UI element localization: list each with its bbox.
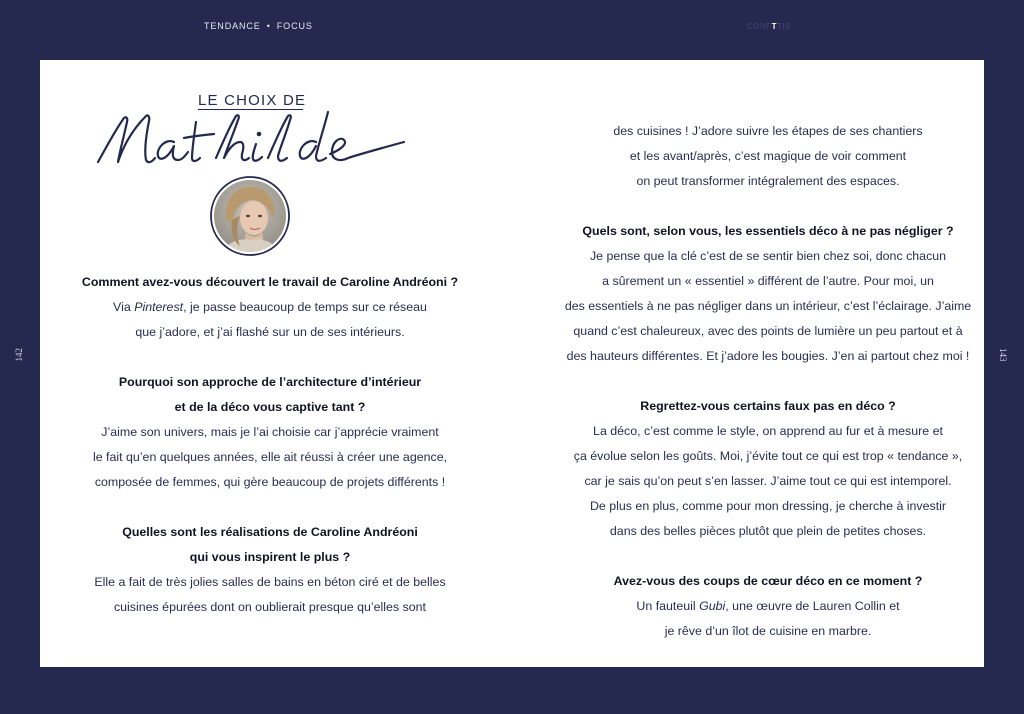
brand-part-2: T xyxy=(771,22,778,31)
interview-question-line: Quelles sont les réalisations de Caroline Andréoni xyxy=(122,525,418,539)
interview-answer-line: je rêve d’un îlot de cuisine en marbre. xyxy=(664,624,872,638)
interview-question-line: et de la déco vous captive tant ? xyxy=(174,400,366,414)
paragraph-gap xyxy=(40,345,500,370)
interview-answer-line xyxy=(512,594,1024,619)
signature-mathilde xyxy=(92,108,412,170)
interview-answer-line: on peut transformer intégralement des espaces. xyxy=(636,174,900,188)
interview-answer-line: le fait qu’en quelques années, elle ait réussi à créer une agence, xyxy=(92,450,448,464)
interview-answer-line: des essentiels à ne pas négliger dans un intérieur, c’est l’éclairage. J’aime xyxy=(564,299,972,313)
interview-column-left xyxy=(40,270,500,620)
bullet-separator: • xyxy=(266,21,271,31)
brand-part-1: CONF xyxy=(747,22,772,31)
answer-text: , je passe beaucoup de temps sur ce réseau xyxy=(183,300,427,314)
paragraph-gap xyxy=(512,194,1024,219)
emphasis-text: Gubi xyxy=(699,599,726,613)
paragraph-gap xyxy=(512,369,1024,394)
interview-answer-line: La déco, c’est comme le style, on apprend au fur et à mesure et xyxy=(593,424,943,438)
answer-text: Via xyxy=(113,300,135,314)
interview-question-line: Pourquoi son approche de l’architecture d’intérieur xyxy=(118,375,422,389)
interview-answer-line: De plus en plus, comme pour mon dressing, je cherche à investir xyxy=(589,499,947,513)
interview-answer-line: des hauteurs différentes. Et j’adore les bougies. J’en ai partout chez moi ! xyxy=(566,349,970,363)
interview-answer-line: que j’adore, et j’ai flashé sur un de ses intérieurs. xyxy=(135,325,405,339)
interview-question-line: Comment avez-vous découvert le travail de Caroline Andréoni ? xyxy=(81,275,459,289)
interview-answer-line: car je sais qu’on peut s’en lasser. J’aime tout ce qui est intemporel. xyxy=(584,474,952,488)
interview-answer-line: des cuisines ! J’adore suivre les étapes de ses chantiers xyxy=(613,124,923,138)
subsection-label: FOCUS xyxy=(276,21,313,31)
interview-answer-line: Je pense que la clé c’est de se sentir bien chez soi, donc chacun xyxy=(589,249,947,263)
interview-answer-line: cuisines épurées dont on oublierait presque qu’elles sont xyxy=(113,600,427,614)
interview-question-line: Quels sont, selon vous, les essentiels déco à ne pas négliger ? xyxy=(582,224,954,238)
interview-question-line: qui vous inspirent le plus ? xyxy=(189,550,351,564)
answer-text: Un fauteuil xyxy=(636,599,700,613)
interview-answer-line: composée de femmes, qui gère beaucoup de projets différents ! xyxy=(94,475,446,489)
portrait-photo xyxy=(210,176,290,256)
interview-answer-line: J’aime son univers, mais je l’ai choisie car j’apprécie vraiment xyxy=(101,425,439,439)
brand-part-3: TIS xyxy=(777,22,792,31)
interview-answer-line: et les avant/après, c’est magique de voir comment xyxy=(629,149,907,163)
page-number-right: 143 xyxy=(998,348,1008,362)
page-number-left: 142 xyxy=(14,348,24,362)
brand-mark xyxy=(747,22,791,31)
paragraph-gap xyxy=(40,495,500,520)
paragraph-gap xyxy=(512,544,1024,569)
running-header-section xyxy=(204,21,313,31)
interview-question-line: Avez-vous des coups de cœur déco en ce moment ? xyxy=(613,574,923,588)
interview-answer-line: quand c’est chaleureux, avec des points de lumière un peu partout et à xyxy=(573,324,963,338)
interview-answer-line: a sûrement un « essentiel » différent de l’autre. Pour moi, un xyxy=(602,274,934,288)
interview-column-right xyxy=(512,119,1024,644)
title-kicker: LE CHOIX DE xyxy=(198,92,307,109)
interview-answer-line: ça évolue selon les goûts. Moi, j’évite tout ce qui est trop « tendance », xyxy=(573,449,963,463)
interview-answer-line: Elle a fait de très jolies salles de bains en béton ciré et de belles xyxy=(94,575,446,589)
emphasis-text: Pinterest xyxy=(134,300,184,314)
interview-answer-line: dans des belles pièces plutôt que plein de petites choses. xyxy=(609,524,927,538)
interview-answer-line xyxy=(40,295,500,320)
section-label: TENDANCE xyxy=(204,21,261,31)
answer-text: , une œuvre de Lauren Collin et xyxy=(725,599,900,613)
interview-question-line: Regrettez-vous certains faux pas en déco ? xyxy=(640,399,896,413)
